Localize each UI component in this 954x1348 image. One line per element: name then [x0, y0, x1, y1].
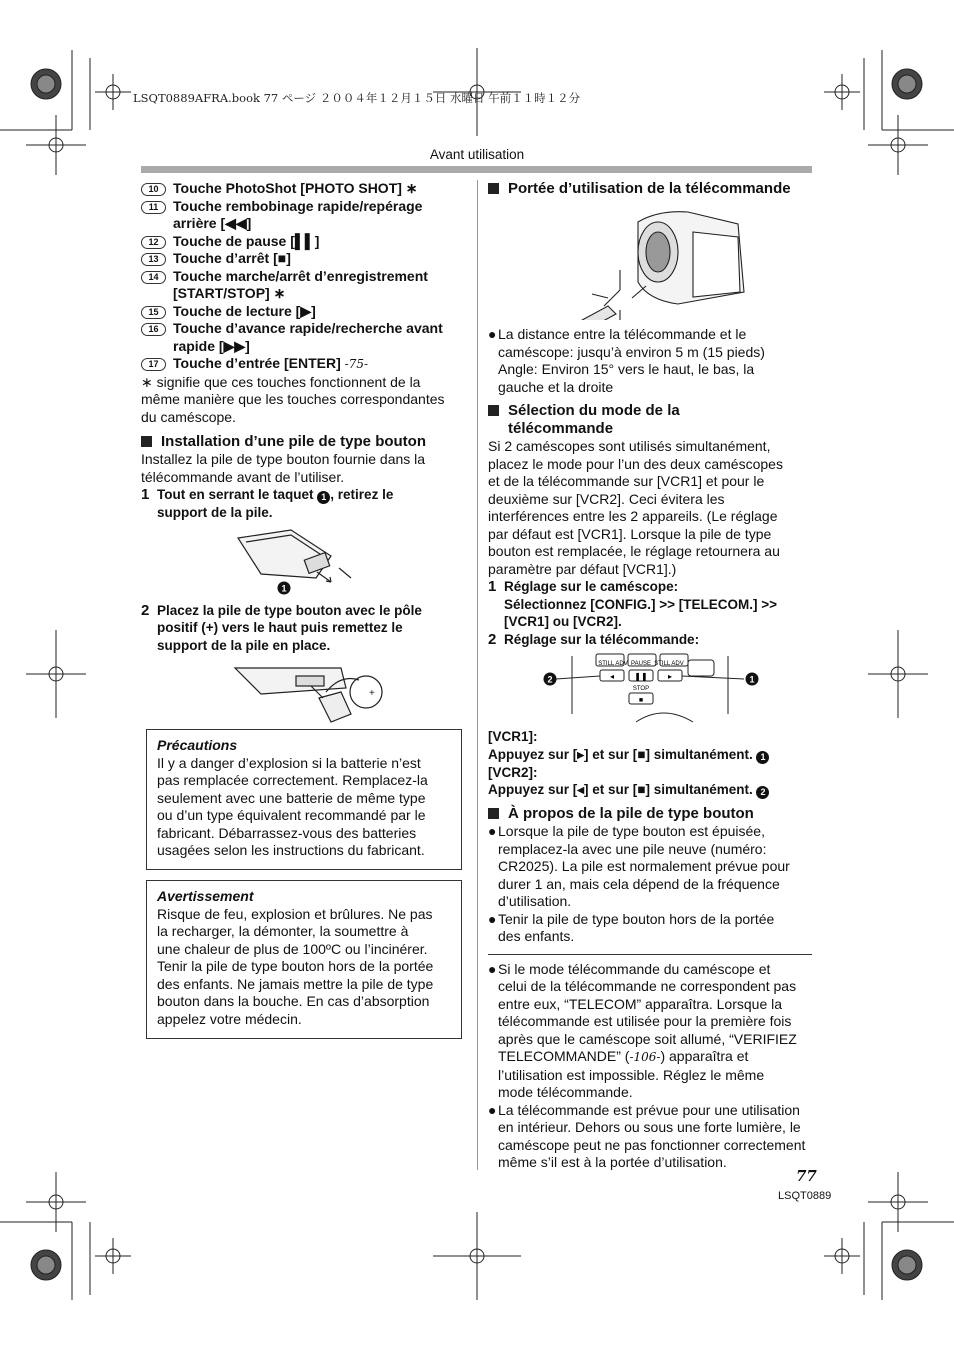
- text-line: deuxième sur [VCR2]. Ceci évitera les: [488, 490, 725, 507]
- svg-text:■: ■: [638, 697, 644, 704]
- about-bullet: ● Lorsque la pile de type bouton est épuisée, remplacez-la avec une pile neuve (numéro: CR2025). La pile est normalement prévue pour durer 1 an, mais cela dépend de la fréquence d’utilisation.: [488, 823, 790, 909]
- text-line: [VCR1] ou [VCR2].: [504, 614, 622, 629]
- text-line: du caméscope.: [141, 408, 236, 425]
- step-text: , retirez le: [330, 487, 394, 502]
- step-text: support de la pile.: [157, 505, 273, 520]
- key-label: Touche de lecture [▶]: [173, 302, 316, 319]
- install-heading: [141, 433, 471, 451]
- about-heading: [488, 805, 812, 823]
- text-line: Angle: Environ 15° vers le haut, le bas, la: [498, 361, 755, 377]
- square-bullet-icon: [141, 436, 152, 447]
- fig-marker: 1: [281, 583, 287, 593]
- text-line: même s’il est à la portée d’utilisation.: [498, 1154, 727, 1170]
- key-label: Touche d’entrée [ENTER]: [173, 355, 341, 371]
- note-bullet-2: ● La télécommande est prévue pour une utilisation en intérieur. Dehors ou sous une forte lumière, le caméscope peut ne pas fonctionner correctement même s’il est à la portée d’utilisation.: [488, 1101, 806, 1170]
- text-line: par défaut est [VCR1]. Lorsque la pile de type: [488, 525, 772, 542]
- model-code: LSQT0889: [778, 1190, 832, 1202]
- camcorder-range-illustration: [488, 202, 812, 320]
- key-number: 15: [141, 306, 166, 319]
- text-line: placez le mode pour l’un des deux caméscopes: [488, 455, 783, 472]
- right-column: [488, 180, 812, 1172]
- header-rule: [141, 166, 812, 173]
- text-line: en intérieur. Dehors ou sous une forte lumière, le: [498, 1119, 801, 1135]
- key-item-16: [141, 320, 471, 355]
- text-line: positif (+) vers le haut puis remettez le: [157, 620, 403, 635]
- text-line: CR2025). La pile est normalement prévue pour: [498, 858, 790, 874]
- install-step-1: [141, 486, 471, 522]
- key-number: 16: [141, 323, 166, 336]
- text-line: la recharger, la démonter, la soumettre à: [157, 923, 409, 939]
- key-item-11: [141, 198, 471, 233]
- text-line: Si le mode télécommande du caméscope et: [498, 960, 771, 977]
- key-label: rapide [▶▶]: [173, 337, 250, 354]
- key-number: 12: [141, 236, 166, 249]
- mode-step-1: [488, 578, 812, 631]
- key-label: arrière [◀◀]: [173, 215, 252, 231]
- left-column: [141, 180, 471, 728]
- range-bullet: ● La distance entre la télécommande et le caméscope: jusqu’à environ 5 m (15 pieds) Angle: Environ 15° vers le haut, le bas, la gauche et la droite: [488, 326, 765, 395]
- text-line: des enfants. Ne jamais mettre la pile de type: [157, 975, 434, 992]
- text-line: celui de la télécommande ne correspondent pas: [498, 978, 797, 994]
- key-label: Touche marche/arrêt d’enregistrement: [173, 267, 428, 284]
- key-item-17: [141, 355, 471, 374]
- text-line: seulement avec une batterie de même type: [157, 789, 426, 806]
- key-label: Touche d’avance rapide/recherche avant: [173, 320, 443, 336]
- remote-buttons-illustration: [488, 652, 812, 724]
- marker-1-icon: 1: [317, 491, 330, 504]
- key-item-13: [141, 250, 471, 268]
- text-line: Installez la pile de type bouton fournie dans la: [141, 451, 426, 467]
- key-label: Touche rembobinage rapide/repérage: [173, 197, 423, 214]
- square-bullet-icon: [488, 405, 499, 416]
- asterisk-note: [141, 374, 471, 427]
- marker-1-icon: 1: [756, 751, 769, 764]
- about-title: À propos de la pile de type bouton: [508, 805, 754, 822]
- key-number: 17: [141, 358, 166, 371]
- text-line: La distance entre la télécommande et le: [498, 326, 747, 342]
- remote-label: PAUSE: [631, 661, 651, 667]
- step-number: 2: [488, 630, 497, 648]
- text-line: support de la pile en place.: [157, 637, 331, 653]
- text-line: ou d’un type équivalent recommandé par le: [157, 807, 426, 823]
- text-line: d’utilisation.: [498, 893, 572, 909]
- text-line: après que le caméscope soit allumé, “VERIFIEZ: [498, 1030, 797, 1047]
- range-title: Portée d’utilisation de la télécommande: [508, 180, 791, 197]
- note-bullet-1: ● Si le mode télécommande du caméscope et celui de la télécommande ne correspondent pas entre eux, “TELECOM” apparaîtra. Lorsque la télécommande est utilisée pour la première fois après que le caméscope soit allumé, “VERIFIEZ TELECOMMANDE” (-106-) apparaîtra et l’utilisation est impossible. Réglez le même mode télécommande.: [488, 960, 797, 1100]
- vcr1-text: Appuyez sur [▸] et sur [■] simultanément.: [488, 746, 753, 762]
- vcr1-block: [488, 728, 812, 799]
- install-title: Installation d’une pile de type bouton: [161, 433, 427, 450]
- column-divider: [477, 180, 478, 1170]
- text-line: entre eux, “TELECOM” apparaîtra. Lorsque la: [498, 995, 783, 1012]
- text-line: Sélectionnez [CONFIG.] >> [TELECOM.] >>: [504, 596, 778, 612]
- step-text: Réglage sur la télécommande:: [504, 631, 700, 647]
- marker-1-icon: 1: [749, 674, 755, 685]
- text-line: télécommande est utilisée pour la première fois: [498, 1013, 792, 1029]
- text-line: Sélection du mode de la: [508, 402, 680, 419]
- key-number: 11: [141, 201, 166, 214]
- text-line: Réglage sur le caméscope:: [504, 579, 679, 594]
- square-bullet-icon: [488, 808, 499, 819]
- text-line: mode télécommande.: [498, 1084, 633, 1100]
- text-line: des enfants.: [498, 928, 575, 944]
- text-line: caméscope peut ne pas fonctionner correctement: [498, 1136, 806, 1153]
- marker-2-icon: 2: [547, 674, 553, 685]
- section-title: Avant utilisation: [429, 147, 525, 162]
- svg-text:▸: ▸: [667, 672, 673, 681]
- key-number: 10: [141, 183, 166, 196]
- key-label: Touche d’arrêt [■]: [173, 250, 291, 266]
- key-label: [START/STOP] ∗: [173, 285, 286, 301]
- text-line: usagées selon les instructions du fabricant.: [157, 842, 425, 858]
- text-line: pas remplacée correctement. Remplacez-la: [157, 772, 428, 788]
- text-line: gauche et la droite: [498, 378, 614, 395]
- warning-text: [157, 906, 451, 1029]
- text-line: Risque de feu, explosion et brûlures. Ne pas: [157, 905, 433, 922]
- text-line: même manière que les touches correspondantes: [141, 391, 445, 407]
- mode-text: [488, 438, 812, 578]
- vcr1-label: [VCR1]:: [488, 729, 538, 744]
- key-number: 14: [141, 271, 166, 284]
- step-number: 1: [488, 578, 497, 595]
- text-line: Lorsque la pile de type bouton est épuisée,: [498, 823, 765, 839]
- remote-label: STILL ADV: [654, 661, 684, 667]
- text-line: bouton dans la bouche. En cas d’absorption: [157, 993, 430, 1009]
- svg-text:❚❚: ❚❚: [634, 672, 648, 681]
- notes: [488, 954, 812, 1172]
- vcr2-label: [VCR2]:: [488, 764, 538, 780]
- svg-text:+: +: [369, 688, 375, 699]
- page-ref: -106-: [629, 1050, 661, 1064]
- about-bullets: [488, 823, 812, 946]
- step-text: Tout en serrant le taquet: [157, 487, 314, 502]
- text-line: paramètre par défaut [VCR1].): [488, 560, 677, 577]
- page-ref: -75-: [344, 357, 369, 371]
- text-line: bouton est remplacée, le réglage retournera au: [488, 543, 780, 559]
- battery-insert-illustration: [141, 664, 471, 728]
- install-text: [141, 451, 471, 486]
- precautions-text: [157, 755, 451, 860]
- vcr2-text: Appuyez sur [◂] et sur [■] simultanément.: [488, 782, 753, 797]
- text-line: télécommande avant de l’utiliser.: [141, 468, 345, 485]
- text-line: La télécommande est prévue pour une utilisation: [498, 1101, 800, 1118]
- about-bullet: ● Tenir la pile de type bouton hors de la portée des enfants.: [488, 910, 775, 944]
- remote-label: STOP: [632, 686, 650, 692]
- text-line: l’utilisation est impossible. Réglez le même: [498, 1066, 765, 1083]
- key-label: Touche de pause [▌▌]: [173, 232, 320, 249]
- marker-2-icon: 2: [756, 786, 769, 799]
- install-step-2: [141, 602, 471, 655]
- text-line: Il y a danger d’explosion si la batterie n’est: [157, 754, 421, 771]
- text-line: télécommande: [508, 420, 614, 437]
- text-line: appelez votre médecin.: [157, 1010, 302, 1027]
- text-line: caméscope: jusqu’à environ 5 m (15 pieds): [498, 343, 765, 360]
- text-line: remplacez-la avec une pile neuve (numéro:: [498, 840, 767, 857]
- mode-step-2: [488, 631, 812, 649]
- key-list: [141, 180, 471, 355]
- print-header: LSQT0889AFRA.book 77 ページ ２００４年１２月１５日 水曜日 午前１１時１２分: [133, 91, 581, 105]
- text-line: Tenir la pile de type bouton hors de la portée: [157, 958, 434, 974]
- text-line: une chaleur de plus de 100ºC ou l’incinérer.: [157, 940, 428, 957]
- key-item-12: [141, 233, 471, 251]
- precautions-title: Précautions: [157, 737, 238, 753]
- range-heading: [488, 180, 812, 198]
- warning-box: [146, 880, 462, 1039]
- text-line: durer 1 an, mais cela dépend de la fréquence: [498, 875, 780, 892]
- text-line: ∗ signifie que ces touches fonctionnent de la: [141, 373, 421, 390]
- page-number: 77: [796, 1167, 817, 1185]
- key-item-10: [141, 180, 471, 198]
- text-line: fabricant. Débarrassez-vous des batteries: [157, 824, 417, 841]
- precautions-box: [146, 729, 462, 870]
- text-line: Si 2 caméscopes sont utilisés simultanément,: [488, 438, 771, 454]
- square-bullet-icon: [488, 183, 499, 194]
- key-number: 13: [141, 253, 166, 266]
- warning-title: Avertissement: [157, 888, 254, 904]
- battery-holder-illustration: [141, 526, 471, 596]
- key-label: Touche PhotoShot [PHOTO SHOT] ∗: [173, 180, 418, 196]
- remote-label: STILL ADV: [598, 661, 628, 667]
- step-number: 1: [141, 486, 150, 503]
- text-line: interférences entre les 2 appareils. (Le réglage: [488, 508, 778, 524]
- text-line: Tenir la pile de type bouton hors de la portée: [498, 910, 775, 927]
- svg-text:◂: ◂: [609, 672, 615, 681]
- step-number: 2: [141, 601, 150, 619]
- text-line: Placez la pile de type bouton avec le pôle: [157, 602, 422, 618]
- text-line: et de la télécommande sur [VCR1] et pour le: [488, 473, 765, 489]
- mode-heading: [488, 402, 812, 438]
- key-item-14: [141, 268, 471, 303]
- key-item-15: [141, 303, 471, 321]
